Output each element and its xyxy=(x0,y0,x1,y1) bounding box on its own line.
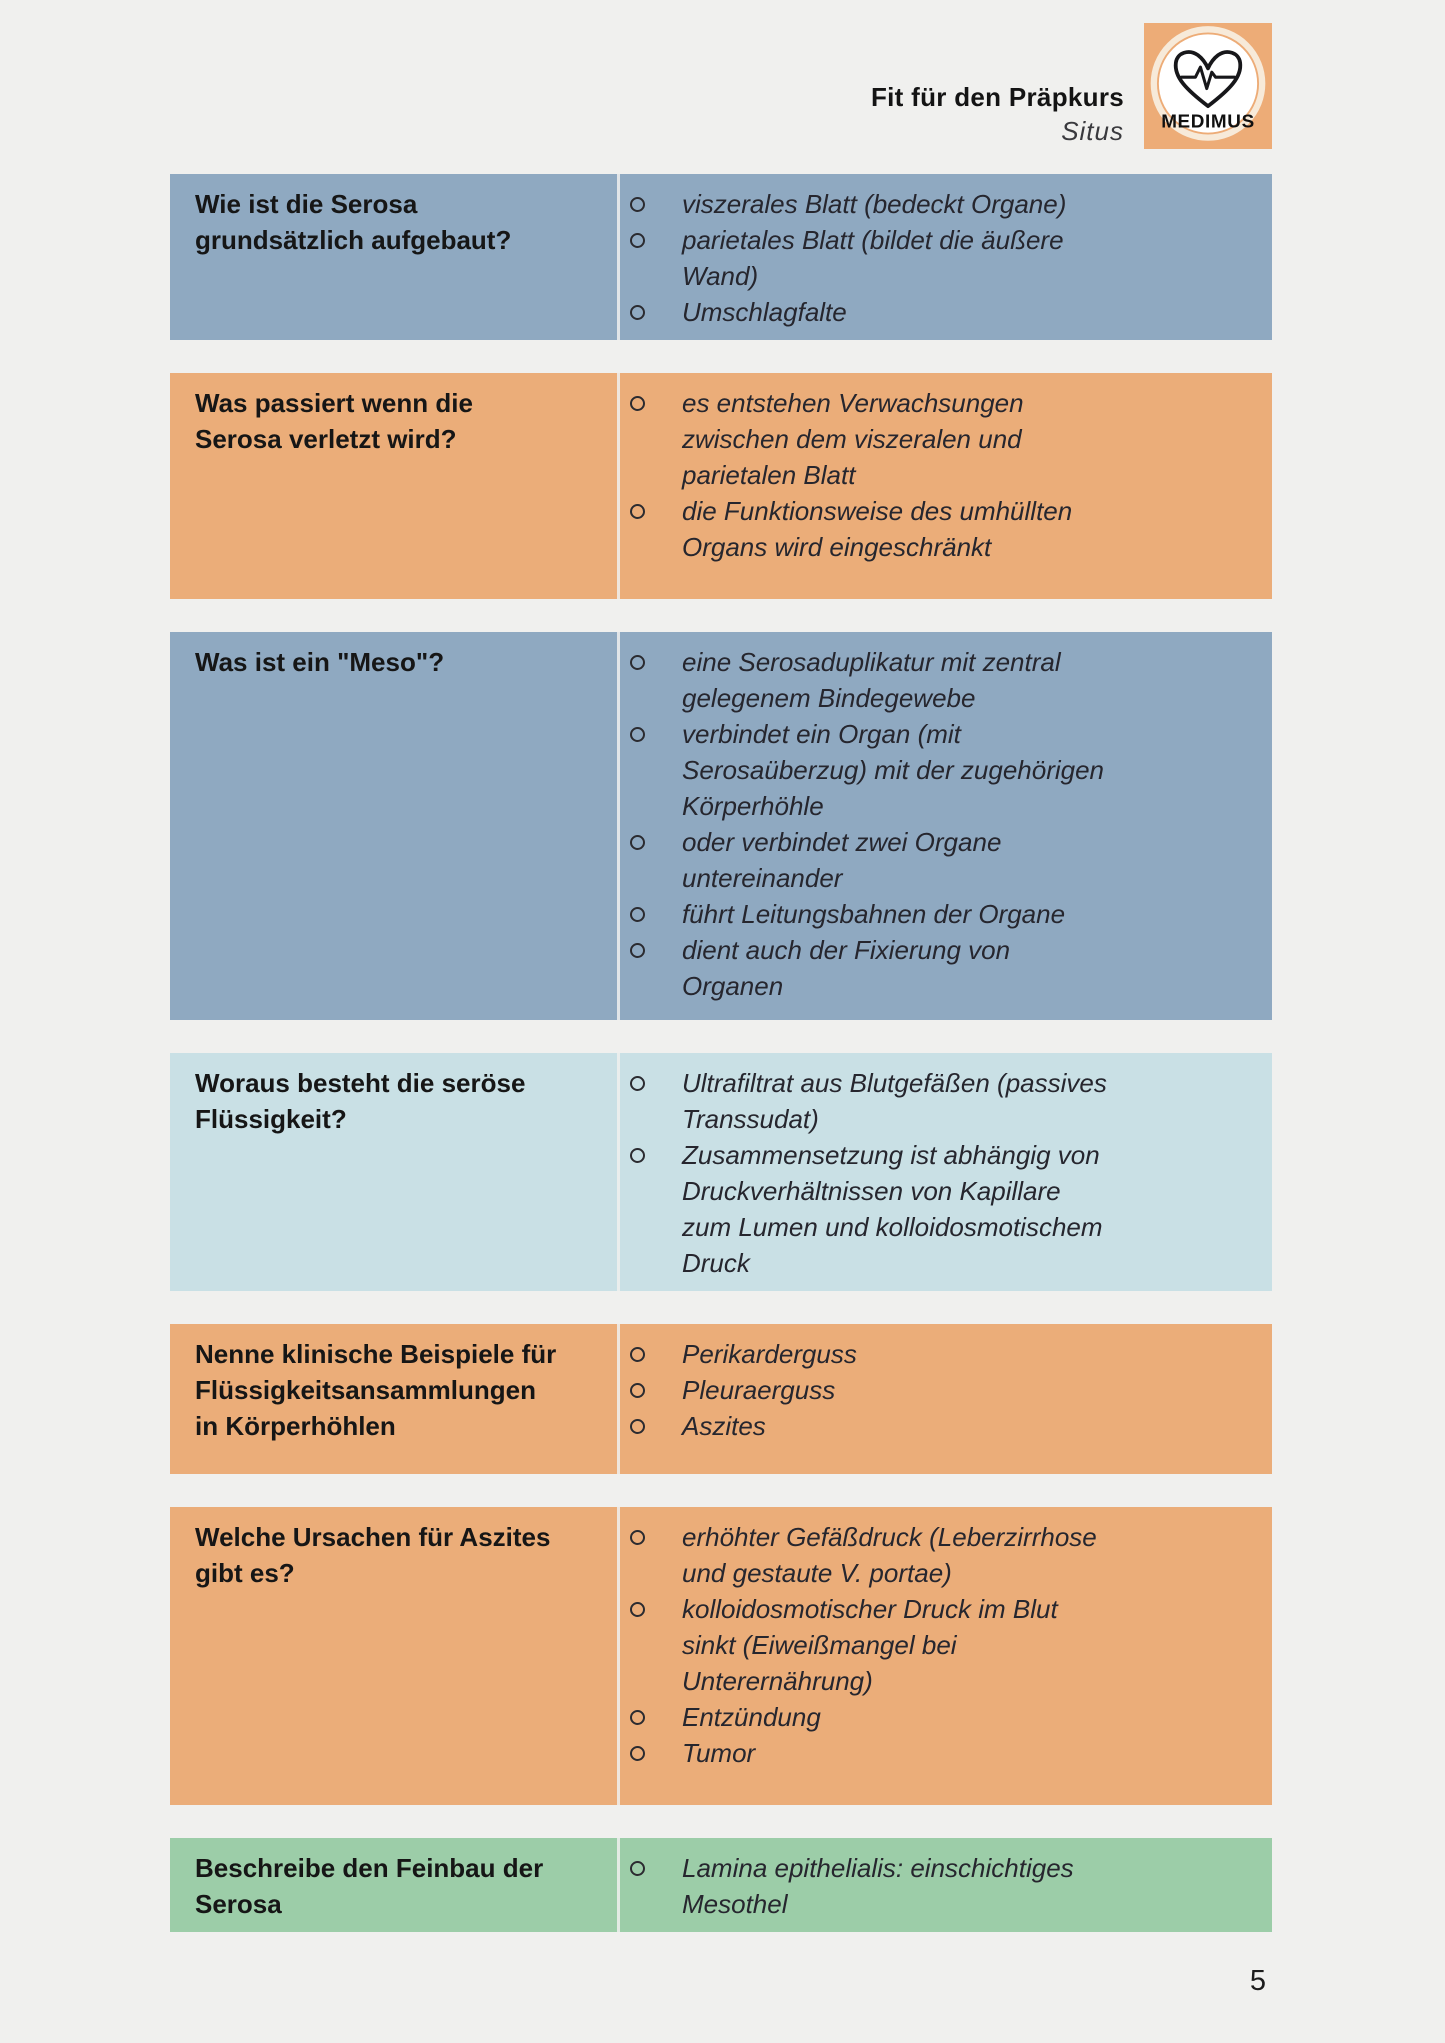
question-text: Nenne klinische Beispiele für Flüssigkeitsansammlungen in Körperhöhlen xyxy=(195,1339,557,1441)
bullet-circle-icon xyxy=(630,1602,645,1617)
answer-item xyxy=(620,222,1252,294)
answer-item xyxy=(620,896,1252,932)
question-cell xyxy=(170,632,620,1020)
answer-list xyxy=(620,1065,1252,1281)
question-cell xyxy=(170,373,620,599)
question-cell xyxy=(170,1838,620,1932)
bullet-circle-icon xyxy=(630,1076,645,1091)
question-cell xyxy=(170,174,620,340)
answer-text: dient auch der Fixierung von Organen xyxy=(682,935,1011,1001)
answer-text: viszerales Blatt (bedeckt Organe) xyxy=(682,189,1067,219)
header-text xyxy=(871,82,1124,149)
medimus-logo xyxy=(1144,23,1272,149)
answer-text: führt Leitungsbahnen der Organe xyxy=(682,899,1066,929)
bullet-circle-icon xyxy=(630,1710,645,1725)
bullet-circle-icon xyxy=(630,1746,645,1761)
bullet-circle-icon xyxy=(630,943,645,958)
answer-item xyxy=(620,1591,1252,1699)
answer-item xyxy=(620,824,1252,896)
answer-item xyxy=(620,1850,1252,1922)
answer-cell xyxy=(620,373,1272,599)
answer-text: kolloidosmotischer Druck im Blut sinkt (Eiweißmangel bei Unterernährung) xyxy=(682,1594,1058,1696)
bullet-circle-icon xyxy=(630,1383,645,1398)
bullet-circle-icon xyxy=(630,1419,645,1434)
question-text: Was ist ein "Meso"? xyxy=(195,647,445,677)
answer-item xyxy=(620,1735,1252,1771)
bullet-circle-icon xyxy=(630,835,645,850)
flashcard-table xyxy=(170,174,1272,1932)
answer-list xyxy=(620,1519,1252,1771)
question-text: Beschreibe den Feinbau der Serosa xyxy=(195,1853,544,1919)
question-cell xyxy=(170,1053,620,1291)
answer-cell xyxy=(620,1324,1272,1474)
logo-wordmark: MEDIMUS xyxy=(1161,111,1255,133)
answer-item xyxy=(620,1408,1252,1444)
chapter-title: Situs xyxy=(1061,116,1124,146)
bullet-circle-icon xyxy=(630,1861,645,1876)
course-title: Fit für den Präpkurs xyxy=(870,82,1124,112)
answer-text: Perikarderguss xyxy=(682,1339,857,1369)
answer-item xyxy=(620,186,1252,222)
answer-item xyxy=(620,1699,1252,1735)
answer-item xyxy=(620,932,1252,1004)
bullet-circle-icon xyxy=(630,1530,645,1545)
bullet-circle-icon xyxy=(630,907,645,922)
qa-card-feinbau-serosa xyxy=(170,1838,1272,1932)
answer-text: Aszites xyxy=(682,1411,766,1441)
qa-card-serosa-verletzung xyxy=(170,373,1272,599)
answer-text: Entzündung xyxy=(682,1702,821,1732)
answer-item xyxy=(620,294,1252,330)
bullet-circle-icon xyxy=(630,396,645,411)
answer-item xyxy=(620,1065,1252,1137)
answer-cell xyxy=(620,174,1272,340)
answer-cell xyxy=(620,632,1272,1020)
answer-item xyxy=(620,1519,1252,1591)
answer-cell xyxy=(620,1507,1272,1805)
question-text: Wie ist die Serosa grundsätzlich aufgebaut? xyxy=(195,189,512,255)
answer-list xyxy=(620,644,1252,1004)
qa-card-klinische-beispiele xyxy=(170,1324,1272,1474)
question-cell xyxy=(170,1507,620,1805)
answer-text: oder verbindet zwei Organe untereinander xyxy=(682,827,1002,893)
answer-item xyxy=(620,1137,1252,1281)
answer-item xyxy=(620,716,1252,824)
answer-text: Lamina epithelialis: einschichtiges Mesothel xyxy=(682,1853,1074,1919)
qa-card-aszites-ursachen xyxy=(170,1507,1272,1805)
answer-text: Zusammensetzung ist abhängig von Druckverhältnissen von Kapillare zum Lumen und kolloidosmotischem Druck xyxy=(682,1140,1103,1278)
bullet-circle-icon xyxy=(630,1148,645,1163)
heart-ekg-icon xyxy=(1144,23,1272,149)
bullet-circle-icon xyxy=(630,504,645,519)
page-header xyxy=(170,21,1272,149)
answer-text: parietales Blatt (bildet die äußere Wand) xyxy=(682,225,1064,291)
answer-list xyxy=(620,1850,1252,1922)
bullet-circle-icon xyxy=(630,727,645,742)
answer-text: erhöhter Gefäßdruck (Leberzirrhose und gestaute V. portae) xyxy=(682,1522,1097,1588)
question-text: Was passiert wenn die Serosa verletzt wird? xyxy=(195,388,473,454)
answer-item xyxy=(620,1336,1252,1372)
qa-card-meso xyxy=(170,632,1272,1020)
bullet-circle-icon xyxy=(630,1347,645,1362)
qa-card-seroese-fluessigkeit xyxy=(170,1053,1272,1291)
bullet-circle-icon xyxy=(630,197,645,212)
answer-list xyxy=(620,1336,1252,1444)
question-text: Woraus besteht die seröse Flüssigkeit? xyxy=(195,1068,526,1134)
question-text: Welche Ursachen für Aszites gibt es? xyxy=(195,1522,551,1588)
answer-cell xyxy=(620,1838,1272,1932)
answer-text: es entstehen Verwachsungen zwischen dem viszeralen und parietalen Blatt xyxy=(682,388,1024,490)
qa-card-serosa-aufbau xyxy=(170,174,1272,340)
bullet-circle-icon xyxy=(630,655,645,670)
page-number: 5 xyxy=(1249,1965,1266,1997)
answer-text: Ultrafiltrat aus Blutgefäßen (passives Transsudat) xyxy=(682,1068,1107,1134)
answer-item xyxy=(620,644,1252,716)
answer-item xyxy=(620,1372,1252,1408)
answer-text: die Funktionsweise des umhüllten Organs wird eingeschränkt xyxy=(682,496,1073,562)
bullet-circle-icon xyxy=(630,305,645,320)
answer-cell xyxy=(620,1053,1272,1291)
answer-list xyxy=(620,186,1252,330)
answer-text: Tumor xyxy=(682,1738,756,1768)
answer-text: verbindet ein Organ (mit Serosaüberzug) mit der zugehörigen Körperhöhle xyxy=(682,719,1105,821)
answer-text: eine Serosaduplikatur mit zentral gelegenem Bindegewebe xyxy=(682,647,1061,713)
bullet-circle-icon xyxy=(630,233,645,248)
question-cell xyxy=(170,1324,620,1474)
answer-list xyxy=(620,385,1252,565)
answer-item xyxy=(620,493,1252,565)
answer-item xyxy=(620,385,1252,493)
answer-text: Pleuraerguss xyxy=(682,1375,836,1405)
answer-text: Umschlagfalte xyxy=(682,297,847,327)
